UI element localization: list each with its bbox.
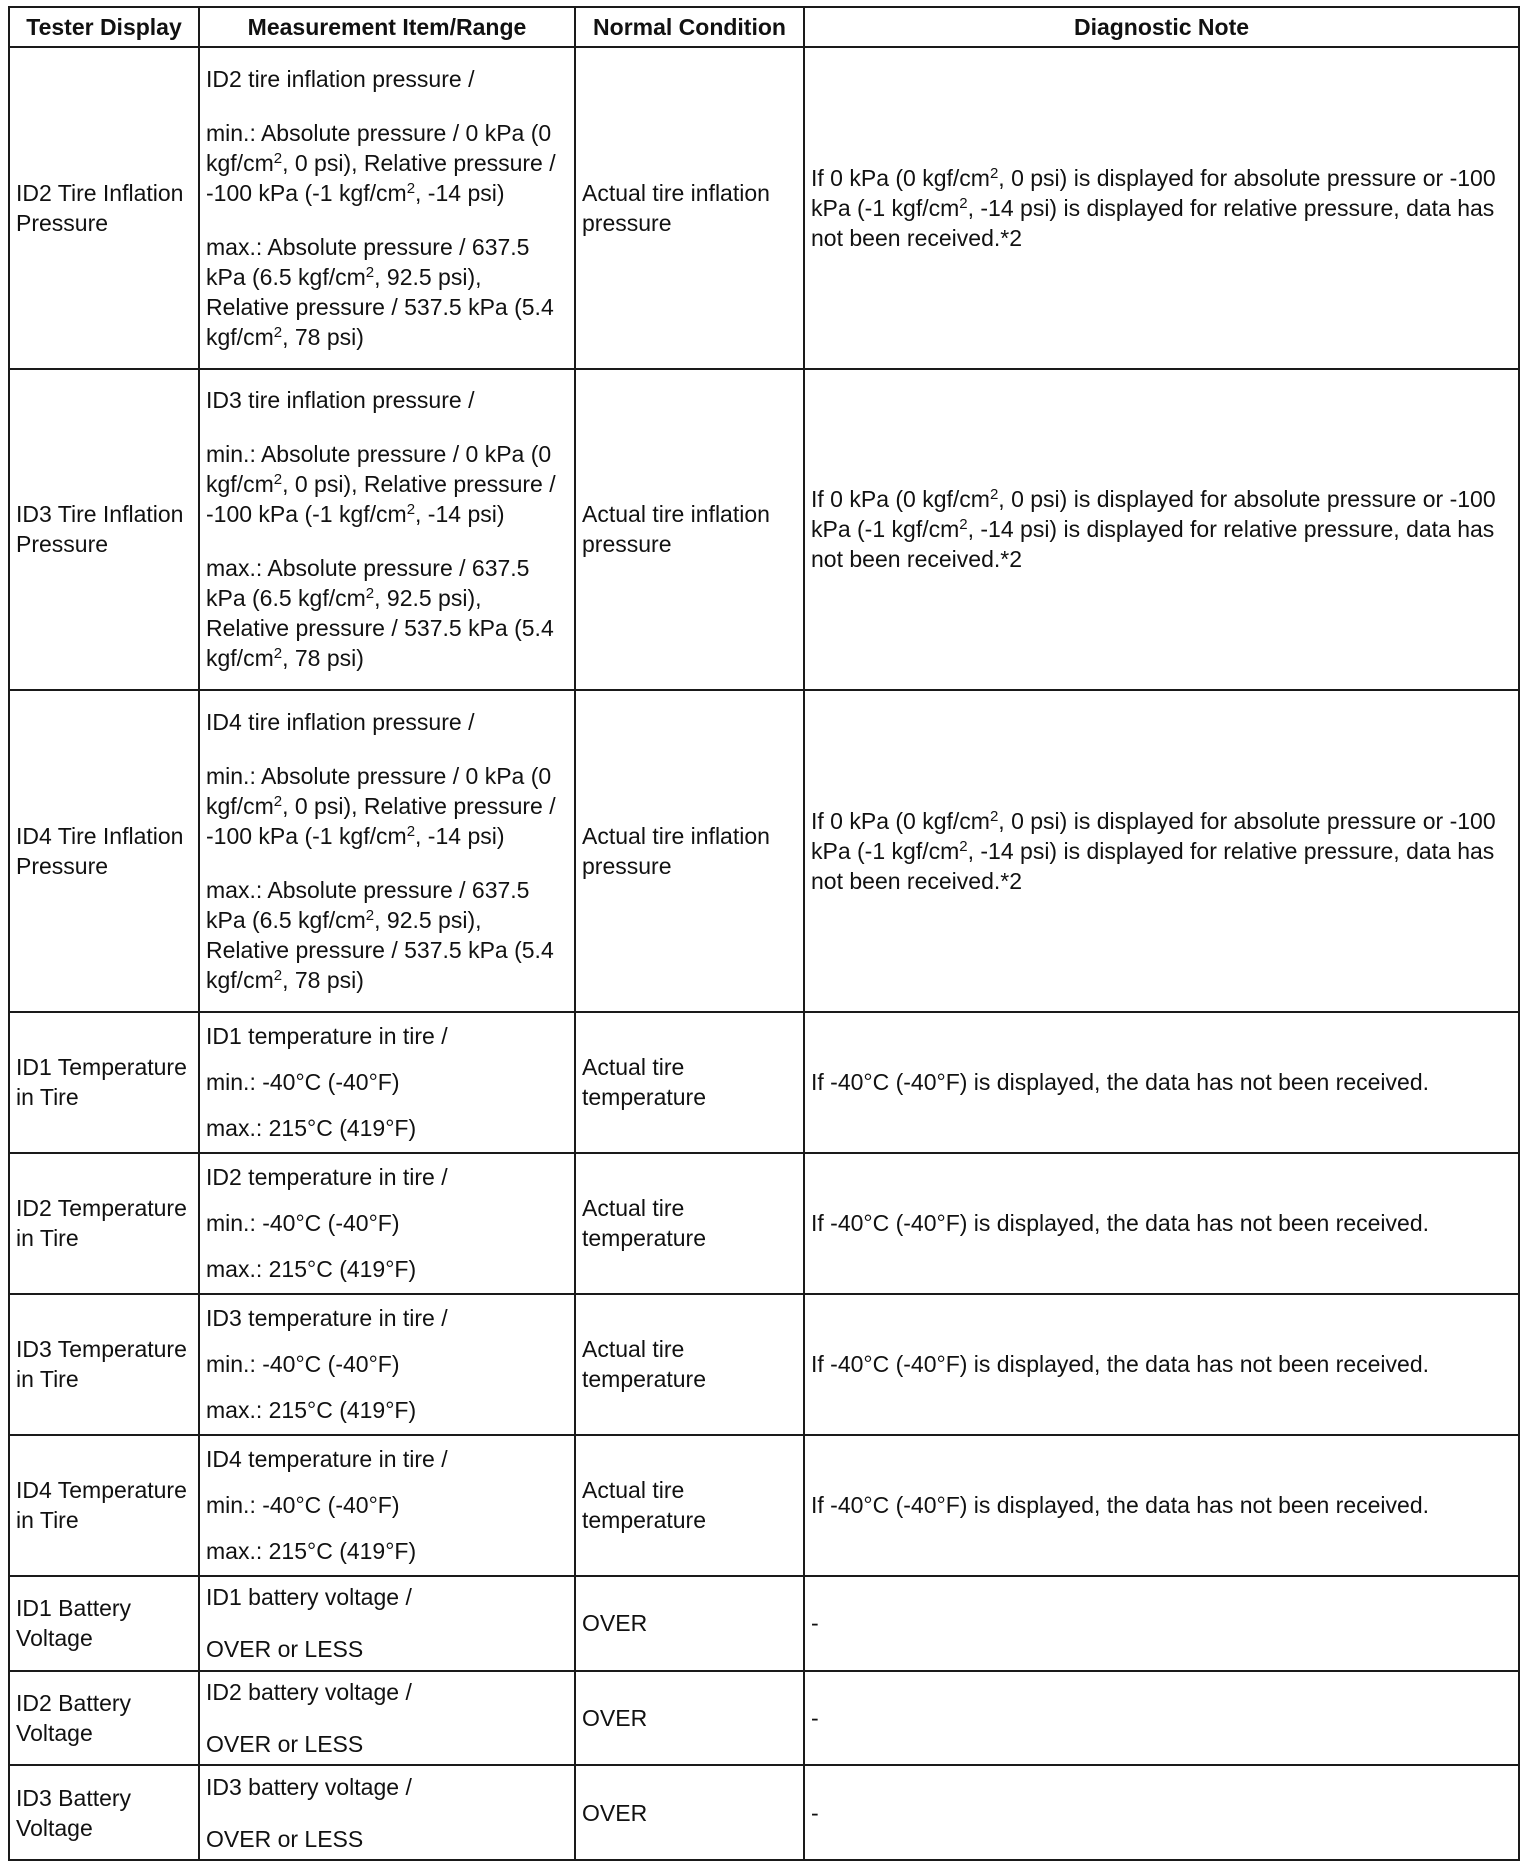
range-title: ID2 battery voltage / [206, 1678, 412, 1705]
range-max: max.: Absolute pressure / 637.5 kPa (6.5 kgf/$cm^2$, 92.5 psi), Relative pressure / 537.5 kPa (5.4 kgf/$cm^2$, 78 psi) [206, 877, 554, 994]
range-cell [199, 1765, 575, 1860]
normal-condition-cell: Actual tire inflation pressure [575, 690, 804, 1012]
tester-display-cell: ID1 Battery Voltage [9, 1576, 199, 1671]
tester-display-cell: ID3 Battery Voltage [9, 1765, 199, 1860]
range-cell [199, 1294, 575, 1435]
range-title: ID1 temperature in tire / [206, 1023, 448, 1050]
tester-display-cell: ID3 Temperature in Tire [9, 1294, 199, 1435]
header-tester-display: Tester Display [9, 7, 199, 47]
tester-display-cell: ID1 Temperature in Tire [9, 1012, 199, 1153]
diagnostic-note-cell: If 0 kPa (0 kgf/$cm^2$, 0 psi) is displayed for absolute pressure or -100 kPa (-1 kgf/$cm^2$, -14 psi) is displayed for relative pressure, data has not been received.*2 [804, 690, 1519, 1012]
normal-condition-cell: Actual tire inflation pressure [575, 47, 804, 369]
tester-display-cell: ID4 Temperature in Tire [9, 1435, 199, 1576]
range-title: ID2 temperature in tire / [206, 1164, 448, 1191]
diagnostic-data-table [8, 6, 1520, 1861]
diagnostic-note-cell: If 0 kPa (0 kgf/$cm^2$, 0 psi) is displayed for absolute pressure or -100 kPa (-1 kgf/$cm^2$, -14 psi) is displayed for relative pressure, data has not been received.*2 [804, 47, 1519, 369]
tester-display-cell: ID4 Tire Inflation Pressure [9, 690, 199, 1012]
diagnostic-note-cell: If -40°C (-40°F) is displayed, the data has not been received. [804, 1294, 1519, 1435]
range-min: min.: Absolute pressure / 0 kPa (0 kgf/$cm^2$, 0 psi), Relative pressure / -100 kPa (-1 kgf/$cm^2$, -14 psi) [206, 763, 556, 850]
range-max: max.: 215°C (419°F) [206, 1115, 417, 1142]
range-value: OVER or LESS [206, 1825, 364, 1852]
table-row [9, 1671, 1519, 1766]
range-min: min.: -40°C (-40°F) [206, 1351, 400, 1378]
diagnostic-note-cell: If -40°C (-40°F) is displayed, the data has not been received. [804, 1153, 1519, 1294]
normal-condition-cell: OVER [575, 1765, 804, 1860]
range-cell [199, 1576, 575, 1671]
range-cell [199, 1153, 575, 1294]
table-row [9, 47, 1519, 369]
range-title: ID2 tire inflation pressure / [206, 65, 475, 92]
normal-condition-cell: Actual tire inflation pressure [575, 369, 804, 691]
range-cell [199, 47, 575, 369]
header-measurement-item: Measurement Item/Range [199, 7, 575, 47]
table-row [9, 1153, 1519, 1294]
range-title: ID3 battery voltage / [206, 1773, 412, 1800]
diagnostic-note-cell: If 0 kPa (0 kgf/$cm^2$, 0 psi) is displayed for absolute pressure or -100 kPa (-1 kgf/$cm^2$, -14 psi) is displayed for relative pressure, data has not been received.*2 [804, 369, 1519, 691]
normal-condition-cell: OVER [575, 1671, 804, 1766]
table-row [9, 1012, 1519, 1153]
normal-condition-cell: Actual tire temperature [575, 1153, 804, 1294]
header-normal-condition: Normal Condition [575, 7, 804, 47]
diagnostic-note-cell: If -40°C (-40°F) is displayed, the data has not been received. [804, 1012, 1519, 1153]
table-row [9, 1576, 1519, 1671]
range-max: max.: 215°C (419°F) [206, 1256, 417, 1283]
range-max: max.: 215°C (419°F) [206, 1397, 417, 1424]
header-diagnostic-note: Diagnostic Note [804, 7, 1519, 47]
range-cell [199, 1012, 575, 1153]
range-value: OVER or LESS [206, 1730, 364, 1757]
tester-display-cell: ID2 Temperature in Tire [9, 1153, 199, 1294]
tester-display-cell: ID2 Battery Voltage [9, 1671, 199, 1766]
range-min: min.: Absolute pressure / 0 kPa (0 kgf/$cm^2$, 0 psi), Relative pressure / -100 kPa (-1 kgf/$cm^2$, -14 psi) [206, 441, 556, 528]
table-row [9, 690, 1519, 1012]
range-min: min.: Absolute pressure / 0 kPa (0 kgf/$cm^2$, 0 psi), Relative pressure / -100 kPa (-1 kgf/$cm^2$, -14 psi) [206, 119, 556, 206]
range-max: max.: 215°C (419°F) [206, 1538, 417, 1565]
range-max: max.: Absolute pressure / 637.5 kPa (6.5 kgf/$cm^2$, 92.5 psi), Relative pressure / 537.5 kPa (5.4 kgf/$cm^2$, 78 psi) [206, 233, 554, 350]
table-row [9, 369, 1519, 691]
range-cell [199, 1435, 575, 1576]
range-cell [199, 1671, 575, 1766]
range-min: min.: -40°C (-40°F) [206, 1210, 400, 1237]
range-min: min.: -40°C (-40°F) [206, 1069, 400, 1096]
range-min: min.: -40°C (-40°F) [206, 1492, 400, 1519]
normal-condition-cell: Actual tire temperature [575, 1294, 804, 1435]
tester-display-cell: ID2 Tire Inflation Pressure [9, 47, 199, 369]
diagnostic-note-cell: If -40°C (-40°F) is displayed, the data has not been received. [804, 1435, 1519, 1576]
table-row [9, 1765, 1519, 1860]
diagnostic-note-cell: - [804, 1576, 1519, 1671]
range-cell [199, 369, 575, 691]
diagnostic-note-cell: - [804, 1671, 1519, 1766]
header-row [9, 7, 1519, 47]
normal-condition-cell: Actual tire temperature [575, 1435, 804, 1576]
table-row [9, 1294, 1519, 1435]
range-title: ID3 tire inflation pressure / [206, 387, 475, 414]
table-row [9, 1435, 1519, 1576]
range-title: ID1 battery voltage / [206, 1584, 412, 1611]
range-cell [199, 690, 575, 1012]
range-max: max.: Absolute pressure / 637.5 kPa (6.5 kgf/$cm^2$, 92.5 psi), Relative pressure / 537.5 kPa (5.4 kgf/$cm^2$, 78 psi) [206, 555, 554, 672]
diagnostic-note-cell: - [804, 1765, 1519, 1860]
range-title: ID4 temperature in tire / [206, 1446, 448, 1473]
normal-condition-cell: Actual tire temperature [575, 1012, 804, 1153]
normal-condition-cell: OVER [575, 1576, 804, 1671]
range-value: OVER or LESS [206, 1636, 364, 1663]
range-title: ID3 temperature in tire / [206, 1305, 448, 1332]
tester-display-cell: ID3 Tire Inflation Pressure [9, 369, 199, 691]
range-title: ID4 tire inflation pressure / [206, 709, 475, 736]
